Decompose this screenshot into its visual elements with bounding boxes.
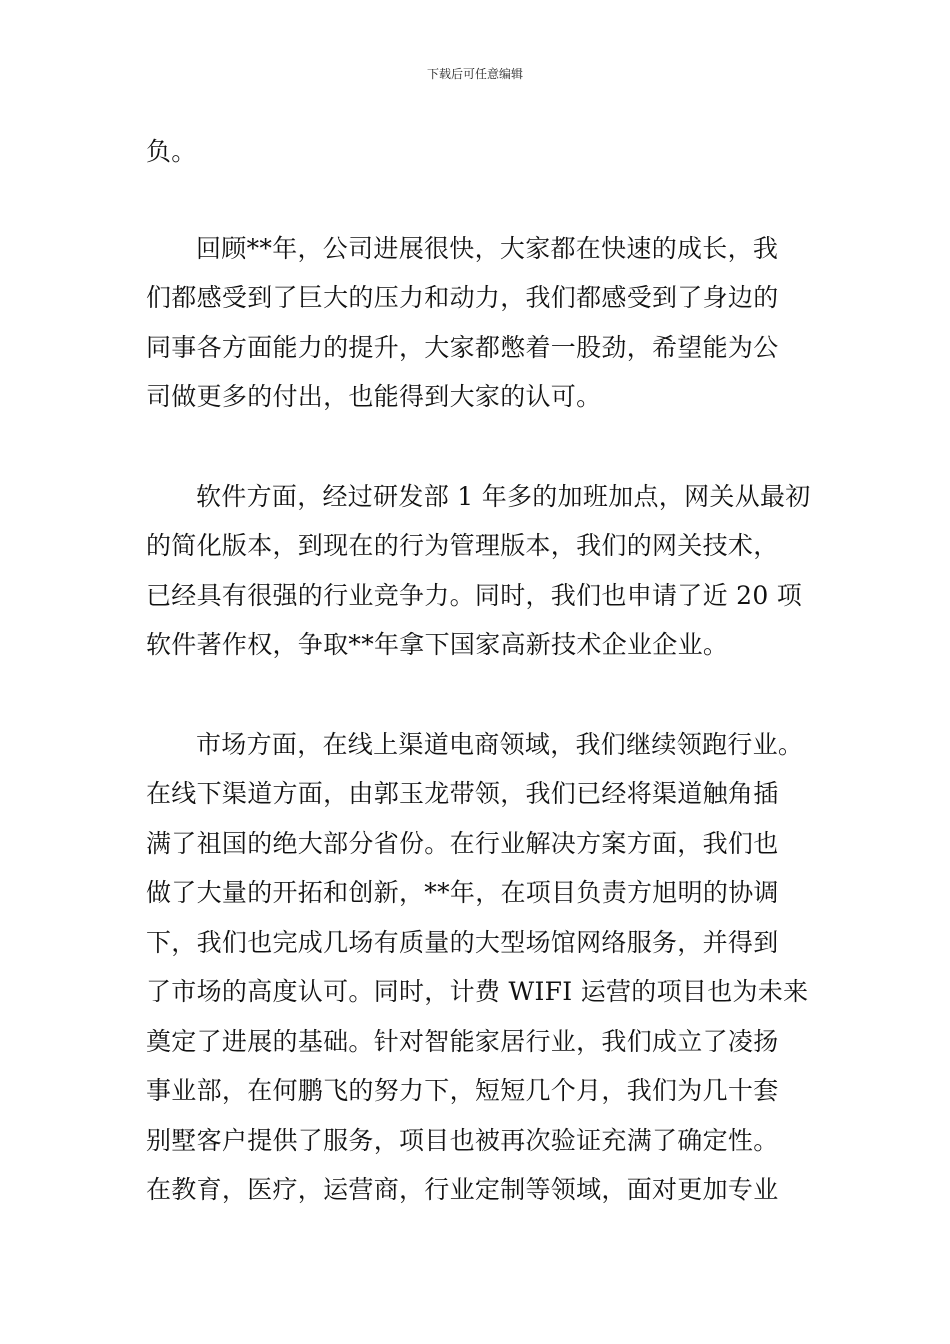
paragraph-line: 软件著作权，争取**年拿下国家高新技术企业企业。 — [146, 630, 729, 659]
paragraph-line: 们都感受到了巨大的压力和动力，我们都感受到了身边的 — [146, 283, 779, 312]
page-header: 下载后可任意编辑 — [426, 67, 523, 81]
paragraph-line: 了市场的高度认可。同时，计费 WIFI 运营的项目也为未来 — [146, 977, 809, 1006]
paragraph-line: 市场方面，在线上渠道电商领域，我们继续领跑行业。 — [196, 730, 804, 759]
paragraph-line: 在教育，医疗，运营商，行业定制等领域，面对更加专业 — [146, 1175, 779, 1204]
paragraph-line: 做了大量的开拓和创新，**年，在项目负责方旭明的协调 — [146, 878, 779, 907]
paragraph-line: 事业部，在何鹏飞的努力下，短短几个月，我们为几十套 — [146, 1076, 779, 1105]
paragraph-line: 别墅客户提供了服务，项目也被再次验证充满了确定性。 — [146, 1126, 779, 1155]
paragraph-line: 下，我们也完成几场有质量的大型场馆网络服务，并得到 — [146, 928, 779, 957]
paragraph-line: 奠定了进展的基础。针对智能家居行业，我们成立了凌扬 — [146, 1027, 779, 1056]
paragraph-line: 同事各方面能力的提升，大家都憋着一股劲，希望能为公 — [146, 333, 779, 362]
paragraph-line: 已经具有很强的行业竞争力。同时，我们也申请了近 20 项 — [146, 581, 803, 610]
paragraph-line: 的简化版本，到现在的行为管理版本，我们的网关技术， — [146, 531, 779, 560]
paragraph-line: 负。 — [146, 137, 197, 166]
paragraph-line: 在线下渠道方面，由郭玉龙带领，我们已经将渠道触角插 — [146, 779, 779, 808]
paragraph-line: 回顾**年，公司进展很快，大家都在快速的成长，我 — [196, 234, 779, 263]
paragraph-line: 司做更多的付出，也能得到大家的认可。 — [146, 382, 602, 411]
paragraph-line: 满了祖国的绝大部分省份。在行业解决方案方面，我们也 — [146, 829, 779, 858]
paragraph-line: 软件方面，经过研发部 1 年多的加班加点，网关从最初 — [196, 482, 811, 511]
